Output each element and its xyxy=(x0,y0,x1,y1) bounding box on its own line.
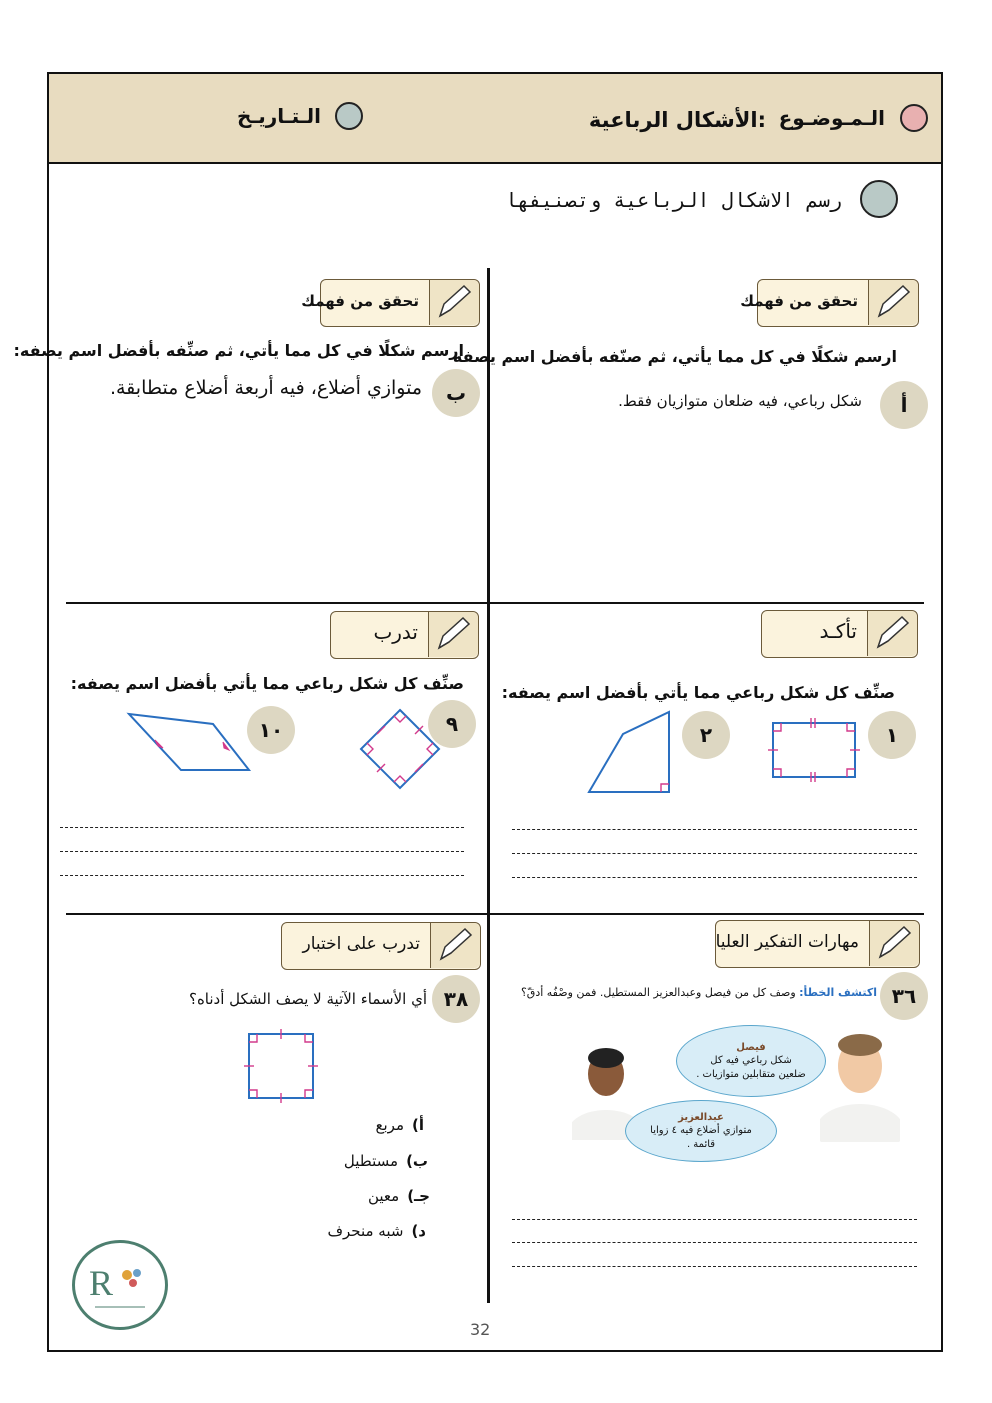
check-tag-label: تحقق من فهمك xyxy=(740,292,858,310)
option-b[interactable] xyxy=(344,1152,428,1170)
answer-line xyxy=(512,1266,917,1267)
parallelogram-figure xyxy=(125,710,255,776)
item-b-text: متوازي أضلاع، فيه أربعة أضلاع متطابقة. xyxy=(109,377,422,399)
pencil-icon xyxy=(430,923,480,968)
aziz-speech-bubble xyxy=(625,1100,777,1162)
logo-emblem-icon xyxy=(75,1243,165,1327)
hots-prompt-text: وصف كل من فيصل وعبدالعزيز المستطيل. فمن وصْفُه أدقّ؟ xyxy=(520,986,796,999)
aziz-name: عبدالعزيز xyxy=(678,1111,724,1123)
row-divider-2 xyxy=(66,913,924,915)
square-diamond-figure xyxy=(357,706,443,792)
item-9-badge: ٩ xyxy=(428,700,476,748)
header-bar xyxy=(49,74,941,164)
lesson-dot-icon xyxy=(860,180,898,218)
check-right-instruction: ارسم شكلًا في كل مما يأتي، ثم صنّفه بأفضل اسم يصفه xyxy=(452,347,897,366)
option-b-text: مستطيل xyxy=(343,1152,399,1170)
check-tag-label: تحقق من فهمك xyxy=(301,292,419,310)
test-tag-label: تدرب على اختبار xyxy=(302,934,420,954)
center-divider xyxy=(487,268,490,1303)
confirm-tag xyxy=(761,610,918,658)
hots-tag xyxy=(715,920,920,968)
item-a-badge: أ xyxy=(880,381,928,429)
faisal-name: فيصل xyxy=(736,1041,766,1053)
lesson-title: رسم الاشكال الرباعية وتصنيفها xyxy=(504,188,842,212)
hots-prompt xyxy=(521,986,877,999)
row-divider-1 xyxy=(66,602,924,604)
answer-line xyxy=(512,853,917,854)
svg-text:R: R xyxy=(89,1263,114,1303)
pencil-icon xyxy=(867,611,917,656)
option-d-text: شبه منحرف xyxy=(327,1222,404,1240)
answer-line xyxy=(60,827,464,828)
publisher-logo xyxy=(72,1240,168,1330)
answer-line xyxy=(512,877,917,878)
item-2-badge: ٢ xyxy=(682,711,730,759)
aziz-text: متوازي أضلاع فيه ٤ زوايا قائمة . xyxy=(650,1125,752,1150)
item-36-badge: ٣٦ xyxy=(880,972,928,1020)
option-a-letter: أ) xyxy=(412,1116,424,1134)
item-38-badge: ٣٨ xyxy=(432,975,480,1023)
check-tag-right xyxy=(740,279,919,327)
faisal-speech-bubble xyxy=(676,1025,826,1097)
option-a[interactable] xyxy=(376,1116,424,1134)
practice-tag xyxy=(330,611,479,659)
item-a-text: شكل رباعي، فيه ضلعان متوازيان فقط. xyxy=(618,392,862,410)
test-question: أي الأسماء الآتية لا يصف الشكل أدناه؟ xyxy=(188,990,427,1008)
page-number: 32 xyxy=(470,1320,491,1339)
answer-line xyxy=(60,851,464,852)
hots-tag-label: مهارات التفكير العليا xyxy=(715,932,859,952)
trapezoid-figure xyxy=(585,710,675,796)
answer-line xyxy=(60,875,464,876)
confirm-tag-label: تأكـد xyxy=(819,619,857,643)
practice-instruction: صنِّف كل شكل رباعي مما يأتي بأفضل اسم يصفه: xyxy=(70,674,464,693)
practice-tag-label: تدرب xyxy=(373,620,418,644)
pencil-icon xyxy=(868,280,918,325)
topic-value: :الأشكال الرباعية xyxy=(588,108,766,132)
answer-line xyxy=(512,829,917,830)
pencil-icon xyxy=(428,612,478,657)
option-c-letter: جـ) xyxy=(407,1187,430,1205)
test-tag xyxy=(281,922,481,970)
item-10-badge: ١٠ xyxy=(247,706,295,754)
date-label: الـتـاريـخ xyxy=(237,104,321,128)
pencil-icon xyxy=(869,921,919,966)
faisal-text: شكل رباعي فيه كل ضلعين متقابلين متوازيات . xyxy=(696,1055,806,1080)
option-c[interactable] xyxy=(368,1187,430,1205)
topic-dot-icon xyxy=(900,104,928,132)
pencil-icon xyxy=(429,280,479,325)
item-b-badge: ب xyxy=(432,369,480,417)
option-c-text: معين xyxy=(367,1187,400,1205)
option-d[interactable] xyxy=(327,1222,426,1240)
check-left-instruction: ارسم شكلًا في كل مما يأتي، ثم صنِّفه بأفضل اسم يصفه: xyxy=(13,341,464,360)
check-tag-left xyxy=(301,279,480,327)
confirm-instruction: صنِّف كل شكل رباعي مما يأتي بأفضل اسم يصفه: xyxy=(501,683,895,702)
option-a-text: مربع xyxy=(375,1116,404,1134)
topic-label: الـمـوضـوع xyxy=(778,106,885,130)
rectangle-figure xyxy=(765,715,865,787)
answer-line xyxy=(512,1219,917,1220)
option-b-letter: ب) xyxy=(406,1152,428,1170)
option-d-letter: د) xyxy=(411,1222,426,1240)
boy-faisal-image xyxy=(820,1030,900,1142)
hots-prompt-bold: اكتشف الخطأ: xyxy=(799,986,877,999)
square-figure xyxy=(244,1029,318,1103)
item-1-badge: ١ xyxy=(868,711,916,759)
date-dot-icon xyxy=(335,102,363,130)
answer-line xyxy=(512,1242,917,1243)
